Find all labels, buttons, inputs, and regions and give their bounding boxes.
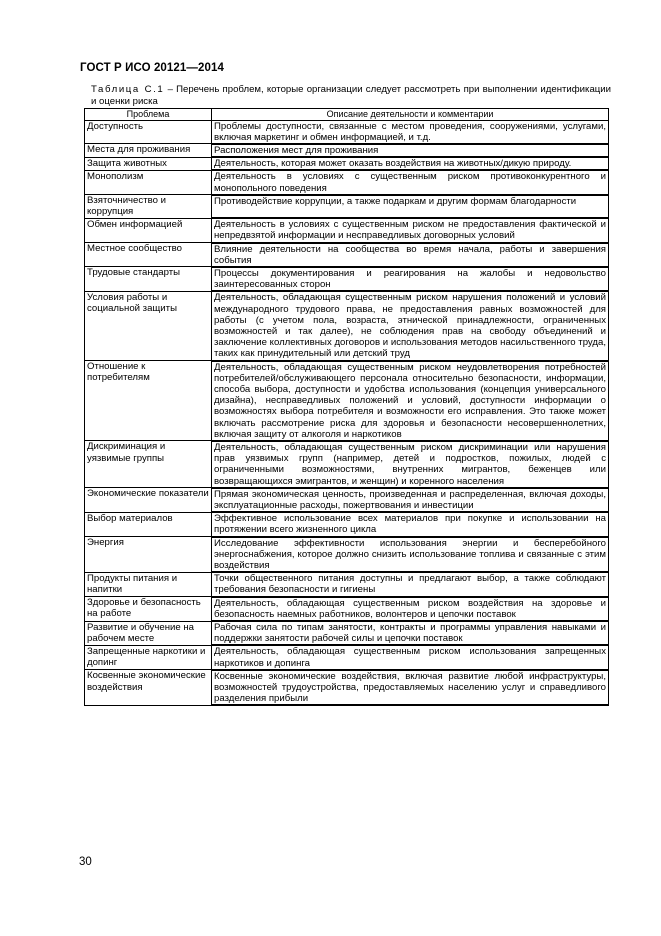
document-code-header: ГОСТ Р ИСО 20121—2014 (80, 62, 225, 74)
table-row (85, 170, 609, 194)
problem-cell: Условия работы и социальной защиты (85, 291, 212, 360)
table-row (85, 597, 609, 621)
description-cell: Прямая экономическая ценность, произведенная и распределенная, включая доходы, эксплуатационные расходы, пожертвования и инвестиции (212, 488, 609, 512)
table-row (85, 645, 609, 669)
problem-cell: Продукты питания и напитки (85, 572, 212, 596)
column-header-problem: Проблема (85, 109, 212, 121)
problem-cell: Монополизм (85, 170, 212, 194)
problem-cell: Экономические показатели (85, 488, 212, 512)
table-header-row (85, 109, 609, 121)
description-cell: Деятельность в условиях с существенным риском противоконкурентного и монопольного поведения (212, 170, 609, 194)
table-row (85, 267, 609, 291)
table-row (85, 621, 609, 645)
table-row (85, 512, 609, 536)
description-cell: Влияние деятельности на сообщества во время начала, работы и завершения события (212, 243, 609, 267)
table-caption-text: – Перечень проблем, которые организации следует рассмотреть при выполнении идентификации и оценки риска (91, 84, 611, 107)
problem-cell: Места для проживания (85, 144, 212, 157)
table-row (85, 157, 609, 170)
table-row (85, 670, 609, 706)
problem-cell: Обмен информацией (85, 218, 212, 242)
description-cell: Деятельность, обладающая существенным риском дискриминации или нарушения прав уязвимых групп (например, детей и подростков, пожилых, людей с ограниченными возможностями, внутренних мигрантов, беженцев или возвращающихся эмигрантов, и женщин) и коренного населения (212, 441, 609, 488)
description-cell: Противодействие коррупции, а также подаркам и другим формам благодарности (212, 195, 609, 218)
problem-cell: Энергия (85, 537, 212, 573)
table-caption-label: Таблица С.1 (91, 84, 165, 95)
table-row (85, 291, 609, 360)
table-row (85, 195, 609, 218)
problem-cell: Косвенные экономические воздействия (85, 670, 212, 706)
problem-cell: Выбор материалов (85, 512, 212, 536)
description-cell: Исследование эффективности использования энергии и бесперебойного энергоснабжения, которое должно снизить использование топлива и связанные с этим воздействия (212, 537, 609, 573)
table-row (85, 441, 609, 488)
problem-cell: Защита животных (85, 157, 212, 170)
problem-cell: Трудовые стандарты (85, 267, 212, 291)
table-caption (91, 84, 611, 107)
description-cell: Деятельность, обладающая существенным риском воздействия на здоровье и безопасность наемных работников, волонтеров и цепочки поставок (212, 597, 609, 621)
table-row (85, 144, 609, 157)
column-header-description: Описание деятельности и комментарии (212, 109, 609, 121)
problem-cell: Доступность (85, 120, 212, 144)
description-cell: Расположения мест для проживания (212, 144, 609, 157)
table-row (85, 488, 609, 512)
problem-cell: Дискриминация и уязвимые группы (85, 441, 212, 488)
problem-cell: Развитие и обучение на рабочем месте (85, 621, 212, 645)
description-cell: Деятельность, обладающая существенным риском неудовлетворения потребностей потребителей/обслуживающего персонала относительно безопасности, информации, способа выбора, доступности и удобства использования (концепция универсального дизайна), несправедливых положений и условий, доступности информации о возможностях выбора потребителя и возможности его исправления. Это также может включать рассмотрение риска для здоровья и безопасности несовершеннолетних, включая защиту от алкоголя и наркотиков (212, 361, 609, 441)
description-cell: Косвенные экономические воздействия, включая развитие любой инфраструктуры, возможностей трудоустройства, предоставляемых населению услуг и справедливого разделения прибыли (212, 670, 609, 706)
table-row (85, 537, 609, 573)
problem-cell: Здоровье и безопасность на работе (85, 597, 212, 621)
problem-cell: Местное сообщество (85, 243, 212, 267)
problems-table (84, 108, 609, 706)
description-cell: Деятельность, обладающая существенным риском использования запрещенных наркотиков и допинга (212, 645, 609, 669)
problem-cell: Запрещенные наркотики и допинг (85, 645, 212, 669)
table-body (85, 120, 609, 705)
description-cell: Деятельность, обладающая существенным риском нарушения положений и условий международного трудового права, не предоставления равных возможностей для работы (с учетом пола, возраста, этнической принадлежности, ограниченных возможностей и так далее), не соблюдения прав на свободу объединений и заключение коллективных договоров и использования методов насильственного труда, таких как принудительный или детский труд (212, 291, 609, 360)
description-cell: Процессы документирования и реагирования на жалобы и недовольство заинтересованных сторон (212, 267, 609, 291)
description-cell: Деятельность в условиях с существенным риском не предоставления фактической и непредвзятой информации и несправедливых договорных условий (212, 218, 609, 242)
table-row (85, 243, 609, 267)
page-number: 30 (79, 856, 92, 868)
table-row (85, 218, 609, 242)
description-cell: Деятельность, которая может оказать воздействия на животных/дикую природу. (212, 157, 609, 170)
description-cell: Проблемы доступности, связанные с местом проведения, сооружениями, услугами, включая маркетинг и обмен информацией, и т.д. (212, 120, 609, 144)
table-row (85, 572, 609, 596)
table-row (85, 361, 609, 441)
problem-cell: Взяточничество и коррупция (85, 195, 212, 218)
description-cell: Рабочая сила по типам занятости, контракты и программы управления навыками и поддержки занятости рабочей силы и цепочки поставок (212, 621, 609, 645)
table-row (85, 120, 609, 144)
problem-cell: Отношение к потребителям (85, 361, 212, 441)
description-cell: Эффективное использование всех материалов при покупке и использовании на протяжении всего жизненного цикла (212, 512, 609, 536)
description-cell: Точки общественного питания доступны и предлагают выбор, а также соблюдают требования безопасности и гигиены (212, 572, 609, 596)
